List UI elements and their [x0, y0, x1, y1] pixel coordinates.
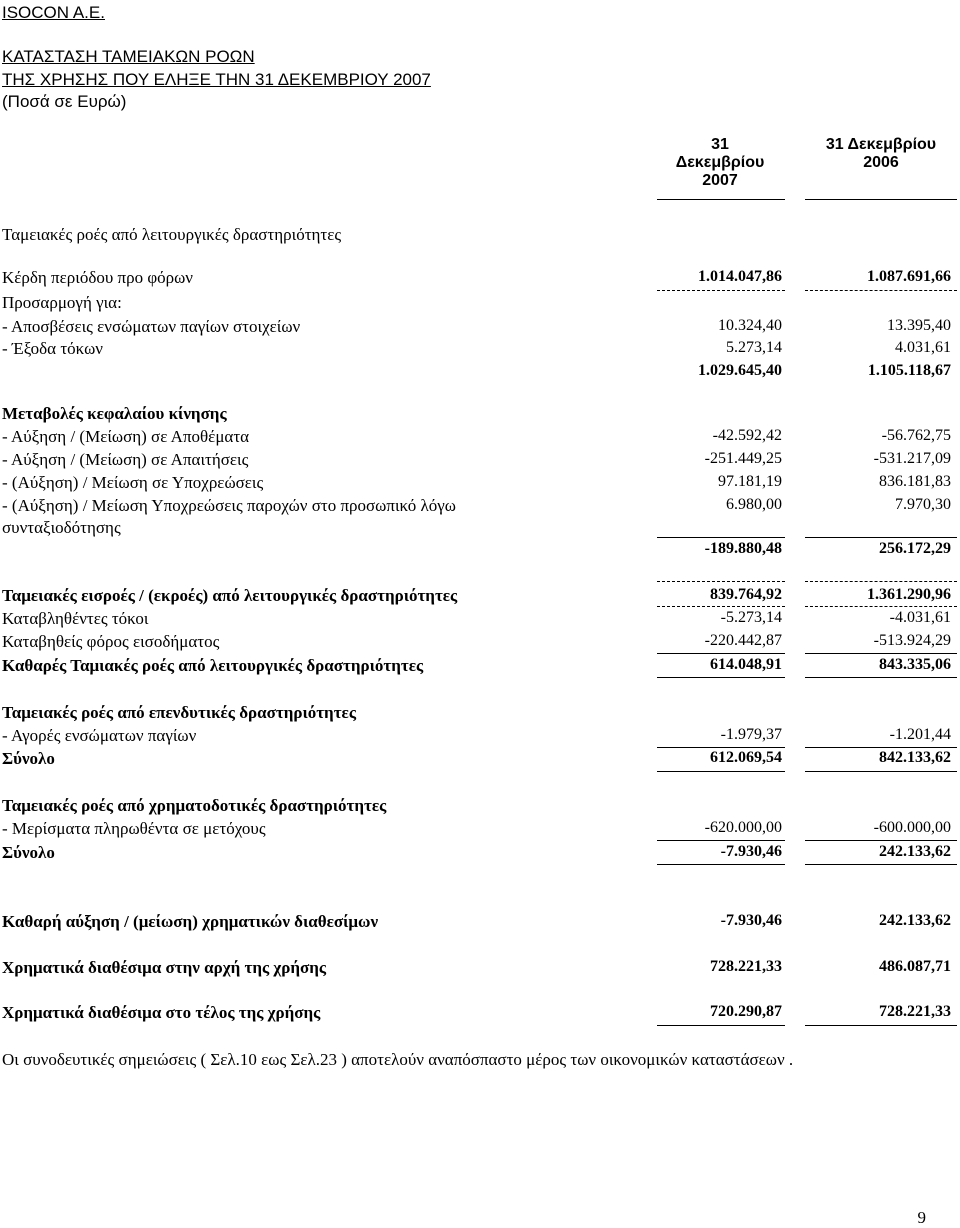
column-header-2006: 31 Δεκεμβρίου 2006 [825, 136, 937, 171]
inventories-2007: -42.592,42 [712, 427, 782, 444]
depreciation-2006: 13.395,40 [887, 317, 951, 334]
retirement-obligations-2007: 6.980,00 [726, 496, 782, 513]
depreciation-label: - Αποσβέσεις ενσώματων παγίων στοιχείων [2, 317, 301, 336]
rule [657, 537, 785, 538]
financing-total-label: Σύνολο [2, 843, 55, 862]
net-operating-cashflow-2006: 843.335,06 [879, 656, 951, 673]
working-capital-subtotal-2006: 256.172,29 [879, 540, 951, 557]
interest-expense-label: - Έξοδα τόκων [2, 339, 103, 358]
financing-total-2007: -7.930,46 [720, 843, 782, 860]
rule [805, 747, 957, 748]
rule [657, 677, 785, 678]
rule [805, 537, 957, 538]
retirement-obligations-label-cont: συνταξιοδότησης [2, 518, 121, 537]
dashed-rule [657, 290, 785, 291]
closing-cash-label: Χρηματικά διαθέσιμα στο τέλος της χρήσης [2, 1003, 321, 1022]
closing-cash-2007: 720.290,87 [710, 1003, 782, 1020]
rule [657, 653, 785, 654]
currency-note: (Ποσά σε Ευρώ) [2, 92, 127, 111]
liabilities-2006: 836.181,83 [879, 473, 951, 490]
inventories-2006: -56.762,75 [881, 427, 951, 444]
rule [657, 1025, 785, 1026]
liabilities-2007: 97.181,19 [718, 473, 782, 490]
inventories-label: - Αύξηση / (Μείωση) σε Αποθέματα [2, 427, 250, 446]
rule [657, 840, 785, 841]
working-capital-subtotal-2007: -189.880,48 [704, 540, 782, 557]
company-name: ISOCON A.E. [2, 3, 105, 22]
header-underline-2007 [657, 199, 785, 200]
dashed-rule [805, 290, 957, 291]
financing-total-2006: 242.133,62 [879, 843, 951, 860]
column-header-2007: 31 Δεκεμβρίου 2007 [675, 136, 765, 189]
net-change-cash-2007: -7.930,46 [720, 912, 782, 929]
dividends-label: - Μερίσματα πληρωθέντα σε μετόχους [2, 819, 266, 838]
dashed-rule [805, 606, 957, 607]
dashed-rule [657, 581, 785, 582]
rule [805, 653, 957, 654]
operating-inflow-2006: 1.361.290,96 [867, 586, 951, 603]
capex-2006: -1.201,44 [889, 726, 951, 743]
dashed-rule [657, 606, 785, 607]
receivables-label: - Αύξηση / (Μείωση) σε Απαιτήσεις [2, 450, 249, 469]
profit-before-tax-2007: 1.014.047,86 [698, 268, 782, 285]
adjustments-label: Προσαρμογή για: [2, 293, 122, 312]
investing-heading: Ταμειακές ροές από επενδυτικές δραστηριότητες [2, 703, 356, 722]
investing-total-2007: 612.069,54 [710, 749, 782, 766]
rule [805, 1025, 957, 1026]
rule [805, 771, 957, 772]
rule [805, 677, 957, 678]
income-tax-paid-2007: -220.442,87 [704, 632, 782, 649]
interest-paid-2006: -4.031,61 [889, 609, 951, 626]
financing-heading: Ταμειακές ροές από χρηματοδοτικές δραστηριότητες [2, 796, 387, 815]
net-change-cash-label: Καθαρή αύξηση / (μείωση) χρηματικών διαθεσίμων [2, 912, 379, 931]
operating-subtotal-2006: 1.105.118,67 [867, 362, 951, 379]
receivables-2006: -531.217,09 [873, 450, 951, 467]
dividends-2006: -600.000,00 [873, 819, 951, 836]
retirement-obligations-label: - (Αύξηση) / Μείωση Υποχρεώσεις παροχών στο προσωπικό λόγω [2, 496, 456, 515]
profit-before-tax-2006: 1.087.691,66 [867, 268, 951, 285]
operating-inflow-label: Ταμειακές εισροές / (εκροές) από λειτουργικές δραστηριότητες [2, 586, 458, 605]
opening-cash-2007: 728.221,33 [710, 958, 782, 975]
operating-subtotal-2007: 1.029.645,40 [698, 362, 782, 379]
working-capital-heading: Μεταβολές κεφαλαίου κίνησης [2, 404, 227, 423]
interest-paid-2007: -5.273,14 [720, 609, 782, 626]
rule [657, 864, 785, 865]
liabilities-label: - (Αύξηση) / Μείωση σε Υποχρεώσεις [2, 473, 264, 492]
net-operating-cashflow-label: Καθαρές Ταμιακές ροές από λειτουργικές δραστηριότητες [2, 656, 424, 675]
rule [657, 771, 785, 772]
operating-heading: Ταμειακές ροές από λειτουργικές δραστηριότητες [2, 225, 342, 244]
footnote: Οι συνοδευτικές σημειώσεις ( Σελ.10 εως Σελ.23 ) αποτελούν αναπόσπαστο μέρος των οικονομικών καταστάσεων . [2, 1050, 794, 1069]
rule [805, 840, 957, 841]
opening-cash-label: Χρηματικά διαθέσιμα στην αρχή της χρήσης [2, 958, 327, 977]
page-number: 9 [917, 1208, 926, 1227]
dividends-2007: -620.000,00 [704, 819, 782, 836]
rule [805, 864, 957, 865]
closing-cash-2006: 728.221,33 [879, 1003, 951, 1020]
investing-total-2006: 842.133,62 [879, 749, 951, 766]
header-underline-2006 [805, 199, 957, 200]
retirement-obligations-2006: 7.970,30 [895, 496, 951, 513]
net-change-cash-2006: 242.133,62 [879, 912, 951, 929]
capex-2007: -1.979,37 [720, 726, 782, 743]
net-operating-cashflow-2007: 614.048,91 [710, 656, 782, 673]
profit-before-tax-label: Κέρδη περιόδου προ φόρων [2, 268, 193, 287]
interest-expense-2006: 4.031,61 [895, 339, 951, 356]
operating-inflow-2007: 839.764,92 [710, 586, 782, 603]
dashed-rule [805, 581, 957, 582]
rule [657, 747, 785, 748]
interest-paid-label: Καταβληθέντες τόκοι [2, 609, 149, 628]
income-tax-paid-2006: -513.924,29 [873, 632, 951, 649]
statement-period: ΤΗΣ ΧΡΗΣΗΣ ΠΟΥ ΕΛΗΞΕ ΤΗΝ 31 ΔΕΚΕΜΒΡΙΟΥ 2007 [2, 70, 431, 89]
depreciation-2007: 10.324,40 [718, 317, 782, 334]
capex-label: - Αγορές ενσώματων παγίων [2, 726, 197, 745]
receivables-2007: -251.449,25 [704, 450, 782, 467]
investing-total-label: Σύνολο [2, 749, 55, 768]
income-tax-paid-label: Καταβηθείς φόρος εισοδήματος [2, 632, 220, 651]
interest-expense-2007: 5.273,14 [726, 339, 782, 356]
opening-cash-2006: 486.087,71 [879, 958, 951, 975]
statement-title: ΚΑΤΑΣΤΑΣΗ ΤΑΜΕΙΑΚΩΝ ΡΟΩΝ [2, 47, 255, 66]
